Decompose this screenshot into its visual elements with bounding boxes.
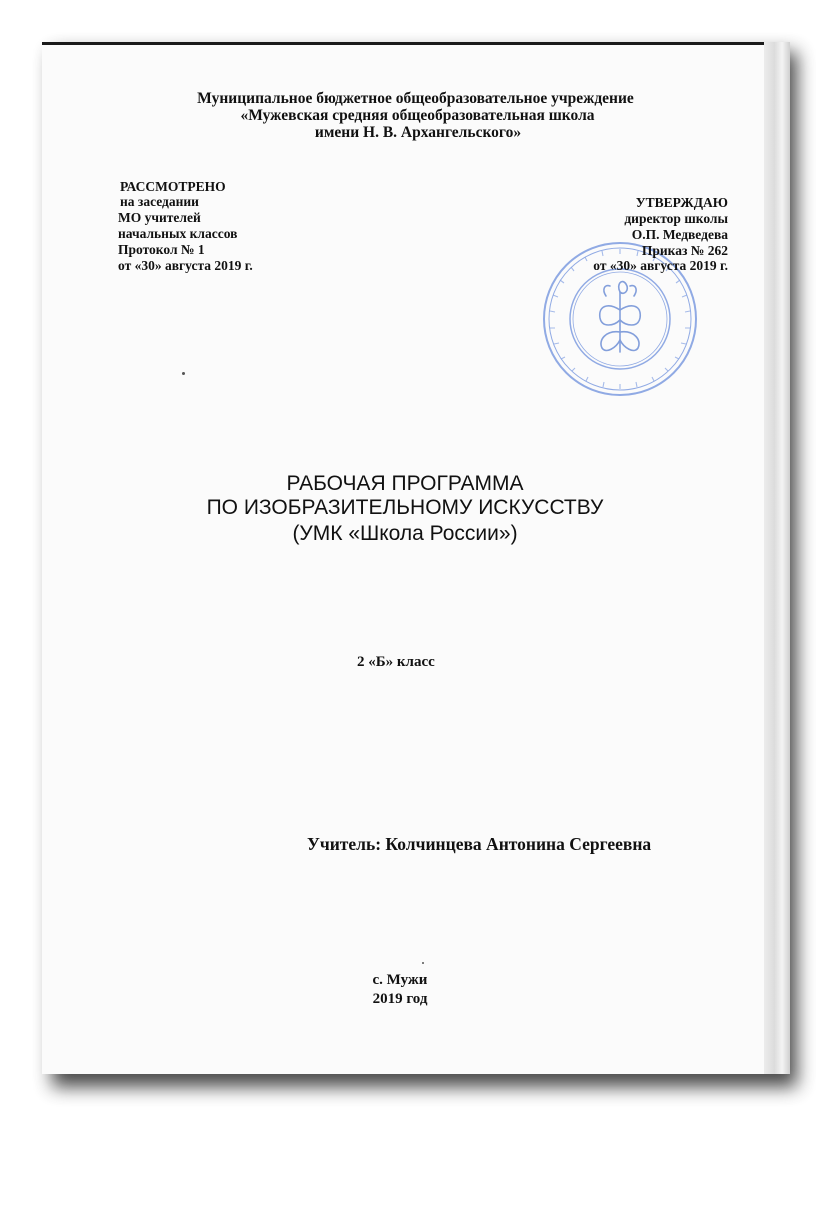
left-block-line-3: МО учителей	[118, 210, 201, 225]
left-block-line-4: начальных классов	[118, 226, 238, 241]
scan-speck	[182, 372, 185, 375]
class-label: 2 «Б» класс	[357, 654, 435, 670]
left-block-line-5: Протокол № 1	[118, 242, 205, 257]
right-block-line-1: УТВЕРЖДАЮ	[635, 195, 728, 210]
header-line-1: Муниципальное бюджетное общеобразовательное учреждение	[197, 90, 634, 107]
right-block-line-2: директор школы	[624, 211, 728, 226]
scan-right-strip	[764, 42, 790, 1074]
title-line-2: ПО ИЗОБРАЗИТЕЛЬНОМУ ИСКУССТВУ	[206, 496, 604, 519]
right-block-line-5: от «30» августа 2019 г.	[593, 258, 728, 273]
scan-speck	[422, 962, 424, 964]
right-block-line-3: О.П. Медведева	[631, 227, 728, 242]
place-label: с. Мужи	[372, 972, 428, 988]
left-block-line-6: от «30» августа 2019 г.	[118, 258, 253, 273]
left-block-line-1: РАССМОТРЕНО	[120, 179, 226, 194]
right-block-line-4: Приказ № 262	[641, 243, 728, 258]
teacher-name: Учитель: Колчинцева Антонина Сергеевна	[307, 834, 652, 854]
year-label: 2019 год	[372, 991, 428, 1007]
header-line-2: «Мужевская средняя общеобразовательная школа	[240, 107, 595, 124]
title-line-3: (УМК «Школа России»)	[292, 522, 518, 545]
header-line-3: имени Н. В. Архангельского»	[314, 124, 522, 141]
title-line-1: РАБОЧАЯ ПРОГРАММА	[286, 472, 524, 495]
scan-top-edge	[42, 42, 790, 45]
left-block-line-2: на заседании	[120, 194, 199, 209]
